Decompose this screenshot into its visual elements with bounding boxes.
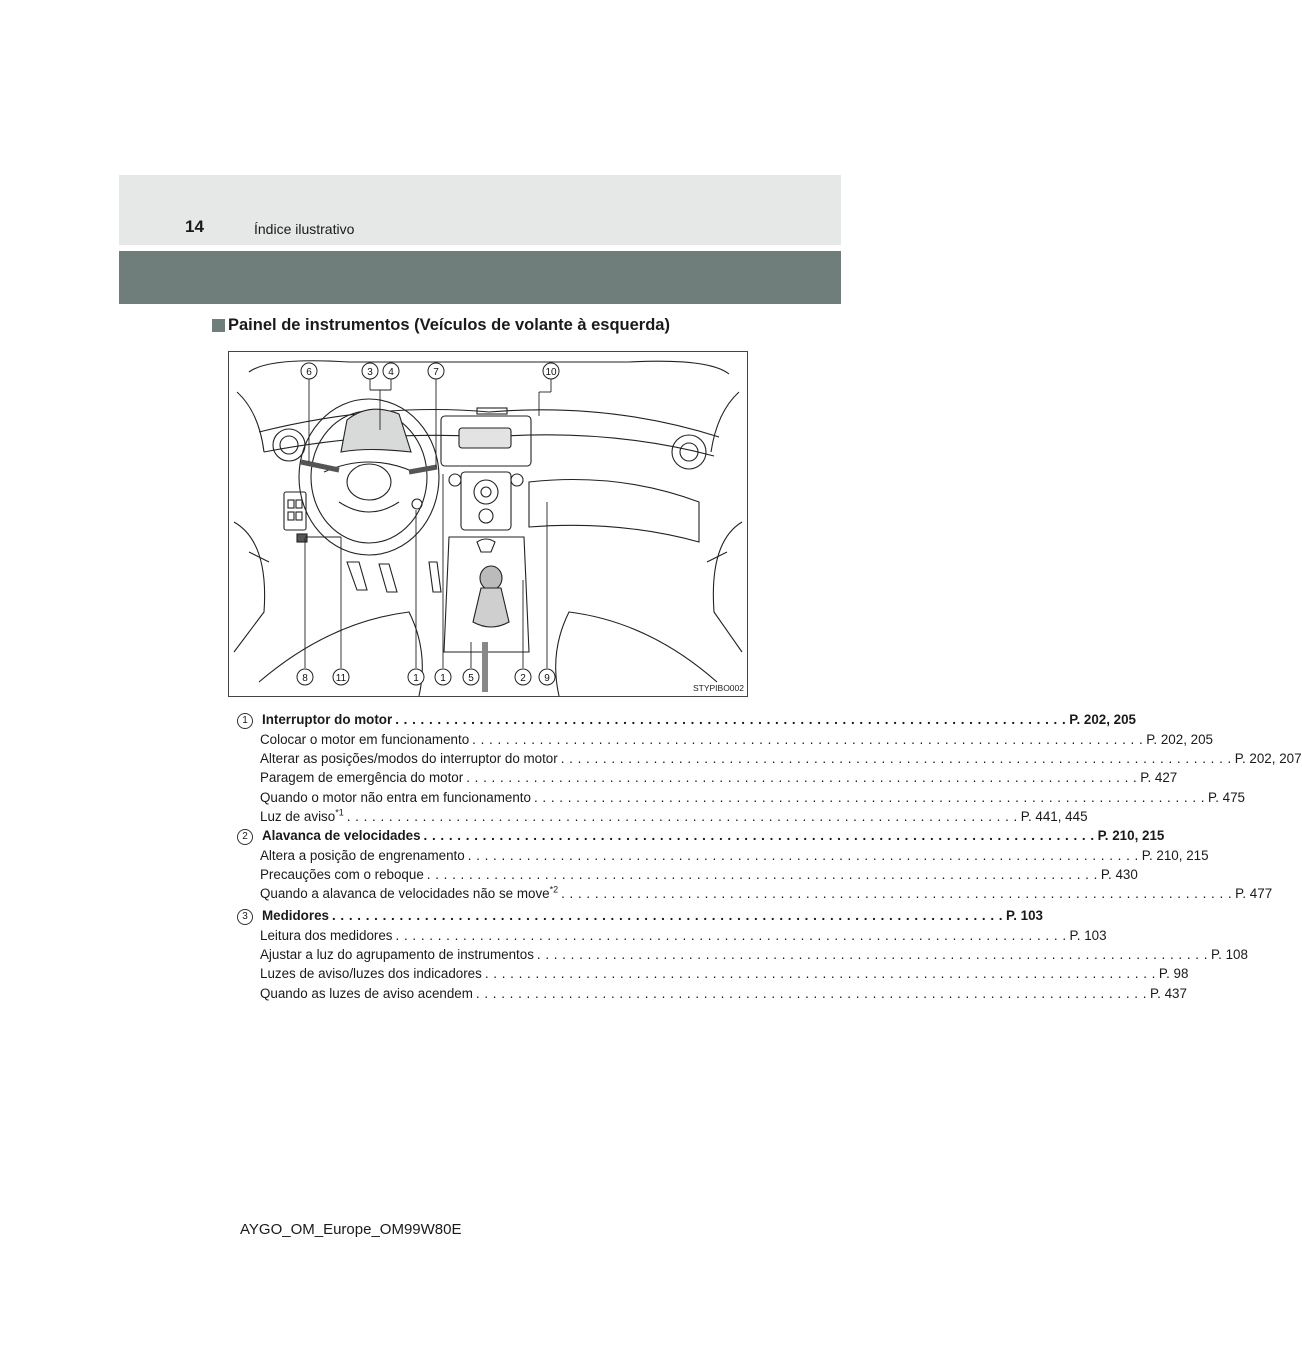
sub-page: P. 98 <box>1158 966 1189 982</box>
document-footer: AYGO_OM_Europe_OM99W80E <box>240 1221 462 1238</box>
callout-top-1: 6 <box>306 367 312 378</box>
leader-dots: . . . . . . . . . . . . . . . . . . . . . . . . . . . . . . . . . . . . . . . . . . . . . . . . . . . . . . . . . . . . . . . . . . . . . . . . . . . . . . . . <box>346 808 1018 824</box>
entry-sub-row <box>237 749 1302 768</box>
callout-top-3: 4 <box>388 367 394 378</box>
figure-code: STYPIBO002 <box>692 683 744 693</box>
entry-sub-row <box>237 884 1273 903</box>
entry-number: 1 <box>237 713 253 729</box>
callout-bottom-7: 9 <box>544 673 550 684</box>
header-dark-band <box>119 251 841 304</box>
entry-sub-row <box>237 964 1189 983</box>
callout-bottom-3: 1 <box>413 673 419 684</box>
leader-dots: . . . . . . . . . . . . . . . . . . . . . . . . . . . . . . . . . . . . . . . . . . . . . . . . . . . . . . . . . . . . . . . . . . . . . . . . . . . . . . . . <box>467 848 1139 863</box>
sub-label: Precauções com o reboque <box>260 867 424 883</box>
entry-title: Medidores <box>262 908 329 923</box>
index-entry-3 <box>237 906 1248 1003</box>
callout-top-2: 3 <box>367 367 373 378</box>
entry-number: 2 <box>237 829 253 845</box>
callout-bottom-5: 5 <box>468 673 474 684</box>
callout-bottom-6: 2 <box>520 673 526 684</box>
leader-dots: . . . . . . . . . . . . . . . . . . . . . . . . . . . . . . . . . . . . . . . . . . . . . . . . . . . . . . . . . . . . . . . . . . . . . . . . . . . . . . . . <box>331 908 1004 923</box>
entry-sub-row <box>237 730 1213 749</box>
entry-page: P. 202, 205 <box>1069 712 1137 727</box>
entry-page: P. 210, 215 <box>1097 828 1165 843</box>
sub-label: Alterar as posições/modos do interruptor do motor <box>260 751 558 767</box>
leader-dots: . . . . . . . . . . . . . . . . . . . . . . . . . . . . . . . . . . . . . . . . . . . . . . . . . . . . . . . . . . . . . . . . . . . . . . . . . . . . . . . . <box>395 928 1067 943</box>
page-number: 14 <box>185 217 204 236</box>
entry-title: Interruptor do motor <box>262 712 393 727</box>
entry-sub-row <box>237 846 1209 865</box>
entry-sub-row <box>237 984 1187 1003</box>
entry-title-row <box>237 906 1044 926</box>
sub-page: P. 108 <box>1210 947 1248 963</box>
footnote-mark: *1 <box>335 807 344 818</box>
callout-top-4: 7 <box>433 367 439 378</box>
header-band <box>119 175 841 245</box>
sub-label: Quando as luzes de aviso acendem <box>260 985 473 1001</box>
sub-label: Luzes de aviso/luzes dos indicadores <box>260 966 482 982</box>
sub-page: P. 477 <box>1235 886 1273 902</box>
entry-title-row <box>237 826 1165 846</box>
sub-page: P. 441, 445 <box>1020 808 1088 824</box>
entry-sub-row <box>237 788 1246 807</box>
dashboard-drawing <box>229 352 747 696</box>
callout-top-5: 10 <box>545 367 557 378</box>
entry-sub-row <box>237 926 1107 945</box>
sub-label: Paragem de emergência do motor <box>260 770 464 786</box>
leader-dots: . . . . . . . . . . . . . . . . . . . . . . . . . . . . . . . . . . . . . . . . . . . . . . . . . . . . . . . . . . . . . . . . . . . . . . . . . . . . . . . . <box>533 789 1206 805</box>
entry-number: 3 <box>237 909 253 925</box>
sub-page: P. 202, 207 <box>1234 751 1302 767</box>
running-title: Índice ilustrativo <box>254 221 355 237</box>
sub-page: P. 210, 215 <box>1141 848 1209 863</box>
section-title-text: Painel de instrumentos (Veículos de volante à esquerda) <box>228 316 670 334</box>
index-entry-1 <box>237 710 1302 826</box>
leader-dots: . . . . . . . . . . . . . . . . . . . . . . . . . . . . . . . . . . . . . . . . . . . . . . . . . . . . . . . . . . . . . . . . . . . . . . . . . . . . . . . . <box>536 947 1208 963</box>
sub-label <box>260 807 344 826</box>
sub-page: P. 475 <box>1208 789 1246 805</box>
sub-label: Colocar o motor em funcionamento <box>260 732 470 747</box>
entry-sub-row <box>237 945 1248 964</box>
entry-page: P. 103 <box>1006 908 1044 923</box>
section-bullet-icon <box>212 319 225 332</box>
sub-page: P. 437 <box>1149 985 1187 1001</box>
sub-page: P. 202, 205 <box>1146 732 1213 747</box>
index-entry-2 <box>237 826 1273 904</box>
entry-sub-row <box>237 768 1178 787</box>
dashboard-illustration <box>228 351 748 697</box>
leader-dots: . . . . . . . . . . . . . . . . . . . . . . . . . . . . . . . . . . . . . . . . . . . . . . . . . . . . . . . . . . . . . . . . . . . . . . . . . . . . . . . . <box>423 828 1095 843</box>
sub-label: Ajustar a luz do agrupamento de instrumentos <box>260 947 534 963</box>
leader-dots: . . . . . . . . . . . . . . . . . . . . . . . . . . . . . . . . . . . . . . . . . . . . . . . . . . . . . . . . . . . . . . . . . . . . . . . . . . . . . . . . <box>561 886 1233 902</box>
sub-label: Altera a posição de engrenamento <box>260 848 465 863</box>
sub-page: P. 103 <box>1069 928 1107 943</box>
sub-label: Leitura dos medidores <box>260 928 393 943</box>
callout-bottom-4: 1 <box>440 673 446 684</box>
sub-label <box>260 884 558 903</box>
leader-dots: . . . . . . . . . . . . . . . . . . . . . . . . . . . . . . . . . . . . . . . . . . . . . . . . . . . . . . . . . . . . . . . . . . . . . . . . . . . . . . . . <box>484 966 1156 982</box>
sub-page: P. 427 <box>1140 770 1178 786</box>
leader-dots: . . . . . . . . . . . . . . . . . . . . . . . . . . . . . . . . . . . . . . . . . . . . . . . . . . . . . . . . . . . . . . . . . . . . . . . . . . . . . . . . <box>426 867 1098 883</box>
leader-dots: . . . . . . . . . . . . . . . . . . . . . . . . . . . . . . . . . . . . . . . . . . . . . . . . . . . . . . . . . . . . . . . . . . . . . . . . . . . . . . . . <box>466 770 1138 786</box>
leader-dots: . . . . . . . . . . . . . . . . . . . . . . . . . . . . . . . . . . . . . . . . . . . . . . . . . . . . . . . . . . . . . . . . . . . . . . . . . . . . . . . . <box>472 732 1144 747</box>
entry-title-row <box>237 710 1137 730</box>
entry-sub-row <box>237 865 1138 884</box>
footnote-mark: *2 <box>549 884 559 895</box>
leader-dots: . . . . . . . . . . . . . . . . . . . . . . . . . . . . . . . . . . . . . . . . . . . . . . . . . . . . . . . . . . . . . . . . . . . . . . . . . . . . . . . . <box>475 985 1147 1001</box>
section-title <box>212 316 670 335</box>
callout-bottom-1: 8 <box>302 673 308 684</box>
sub-label-text: Quando a alavanca de velocidades não se move <box>260 886 550 902</box>
sub-page: P. 430 <box>1100 867 1138 883</box>
entry-title: Alavanca de velocidades <box>262 828 421 843</box>
sub-label-text: Luz de aviso <box>260 808 336 824</box>
entry-sub-row <box>237 807 1088 826</box>
leader-dots: . . . . . . . . . . . . . . . . . . . . . . . . . . . . . . . . . . . . . . . . . . . . . . . . . . . . . . . . . . . . . . . . . . . . . . . . . . . . . . . . <box>395 712 1067 727</box>
callout-bottom-2: 11 <box>335 673 347 684</box>
leader-dots: . . . . . . . . . . . . . . . . . . . . . . . . . . . . . . . . . . . . . . . . . . . . . . . . . . . . . . . . . . . . . . . . . . . . . . . . . . . . . . . . <box>560 751 1232 767</box>
sub-label: Quando o motor não entra em funcionamento <box>260 789 531 805</box>
